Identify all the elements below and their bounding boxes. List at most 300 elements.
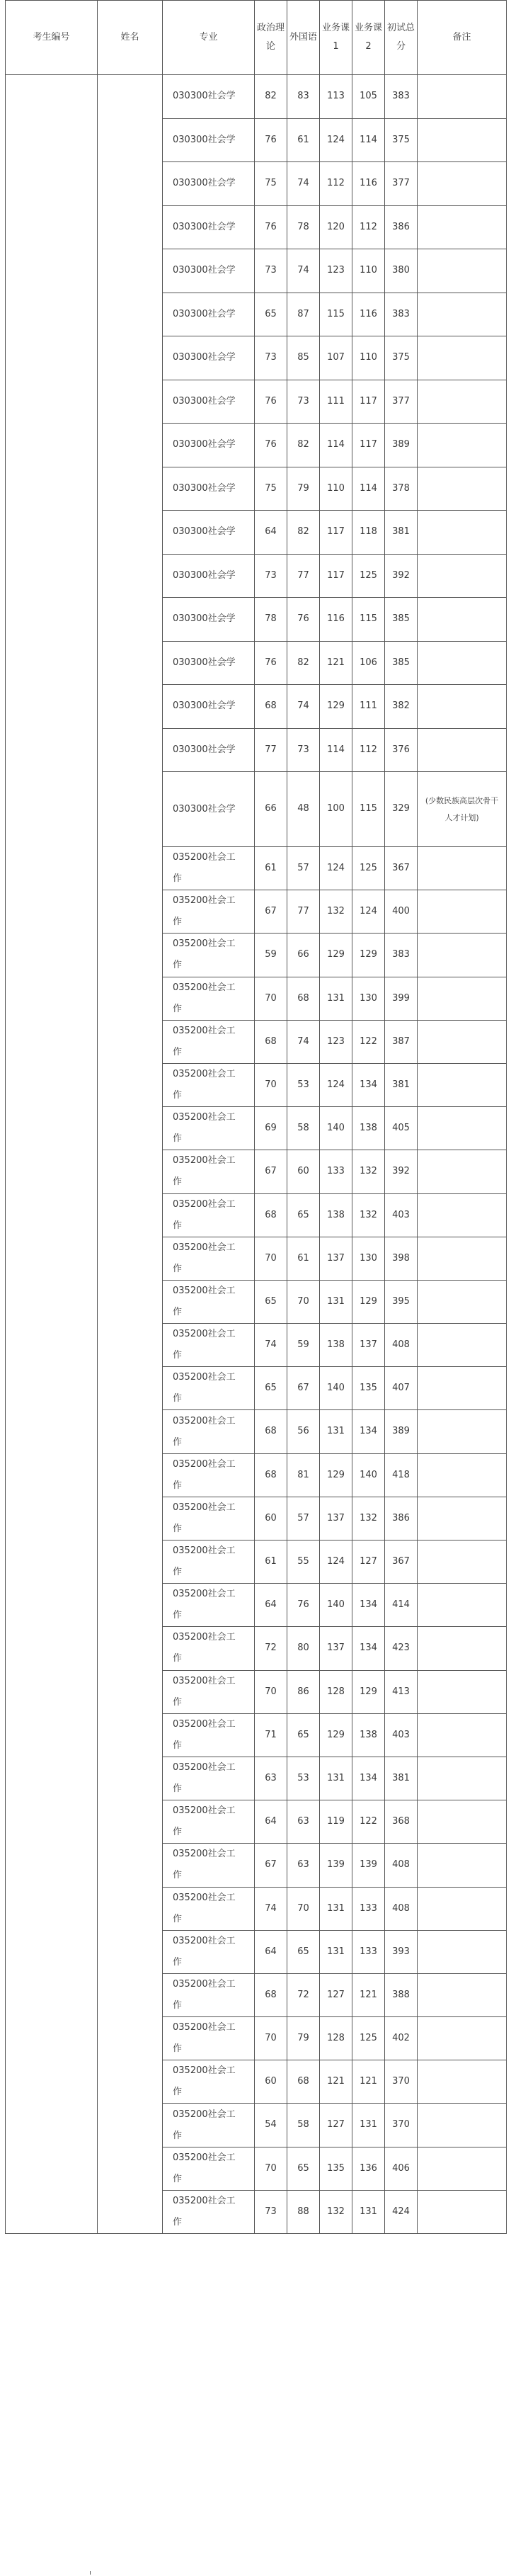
course2-cell: 121 (352, 2060, 385, 2104)
major-text: 035200社会工作 (173, 938, 236, 971)
course1-cell: 115 (320, 293, 352, 336)
major-cell (163, 1193, 255, 1237)
course2-cell: 134 (352, 1410, 385, 1453)
major-cell (163, 336, 255, 380)
total-cell: 370 (385, 2104, 418, 2147)
foreign-cell: 63 (287, 1844, 320, 1887)
course2-cell: 111 (352, 685, 385, 729)
note-cell (418, 1670, 507, 1713)
header-note: 备注 (418, 1, 507, 75)
major-cell (163, 467, 255, 511)
note-cell (418, 162, 507, 206)
politics-cell: 73 (255, 336, 287, 380)
course2-cell: 110 (352, 249, 385, 293)
major-cell (163, 1150, 255, 1193)
major-cell (163, 2147, 255, 2190)
course1-cell: 132 (320, 2190, 352, 2233)
foreign-cell: 61 (287, 1237, 320, 1280)
course2-cell: 134 (352, 1063, 385, 1106)
politics-cell: 63 (255, 1757, 287, 1800)
note-cell (418, 685, 507, 729)
major-cell (163, 1107, 255, 1150)
total-cell: 392 (385, 1150, 418, 1193)
total-cell: 386 (385, 205, 418, 249)
total-cell: 403 (385, 1713, 418, 1757)
politics-cell: 78 (255, 598, 287, 642)
note-cell (418, 2104, 507, 2147)
major-text: 030300社会学 (173, 569, 236, 581)
major-text: 035200社会工作 (173, 1372, 236, 1405)
major-text: 035200社会工作 (173, 1069, 236, 1101)
course1-cell: 135 (320, 2147, 352, 2190)
politics-cell: 68 (255, 1020, 287, 1063)
politics-cell: 61 (255, 847, 287, 890)
major-text: 035200社会工作 (173, 852, 236, 885)
note-cell (418, 249, 507, 293)
score-table (5, 0, 507, 2234)
course1-cell: 129 (320, 685, 352, 729)
header-politics: 政治理论 (255, 1, 287, 75)
foreign-cell: 83 (287, 75, 320, 119)
major-text: 035200社会工作 (173, 2109, 236, 2141)
course1-cell: 121 (320, 641, 352, 685)
politics-cell: 69 (255, 1107, 287, 1150)
major-text: 035200社会工作 (173, 895, 236, 928)
foreign-cell: 79 (287, 2017, 320, 2060)
major-cell (163, 162, 255, 206)
course1-cell: 140 (320, 1107, 352, 1150)
major-text: 035200社会工作 (173, 1805, 236, 1838)
total-cell: 418 (385, 1453, 418, 1497)
note-cell (418, 293, 507, 336)
politics-cell: 71 (255, 1713, 287, 1757)
major-cell (163, 934, 255, 977)
politics-cell: 77 (255, 728, 287, 772)
course2-cell: 132 (352, 1150, 385, 1193)
total-cell: 403 (385, 1193, 418, 1237)
major-text: 030300社会学 (173, 134, 236, 145)
course2-cell: 130 (352, 1237, 385, 1280)
major-cell (163, 118, 255, 162)
header-major: 专业 (163, 1, 255, 75)
major-cell (163, 1410, 255, 1453)
total-cell: 393 (385, 1930, 418, 1973)
course1-cell: 114 (320, 424, 352, 467)
course2-cell: 112 (352, 205, 385, 249)
foreign-cell: 60 (287, 1150, 320, 1193)
foreign-cell: 78 (287, 205, 320, 249)
course1-cell: 119 (320, 1800, 352, 1844)
note-cell (418, 1973, 507, 2016)
course1-cell: 116 (320, 598, 352, 642)
politics-cell: 73 (255, 249, 287, 293)
foreign-cell: 65 (287, 1930, 320, 1973)
course2-cell: 115 (352, 772, 385, 847)
politics-cell: 67 (255, 1844, 287, 1887)
major-cell (163, 890, 255, 934)
politics-cell: 65 (255, 293, 287, 336)
politics-cell: 68 (255, 1410, 287, 1453)
course2-cell: 133 (352, 1887, 385, 1930)
major-text: 035200社会工作 (173, 1458, 236, 1491)
note-cell (418, 424, 507, 467)
note-cell (418, 1020, 507, 1063)
note-cell (418, 1844, 507, 1887)
politics-cell: 76 (255, 641, 287, 685)
foreign-cell: 55 (287, 1541, 320, 1584)
foreign-cell: 80 (287, 1627, 320, 1670)
politics-cell: 64 (255, 1800, 287, 1844)
major-text: 035200社会工作 (173, 1415, 236, 1448)
total-cell: 406 (385, 2147, 418, 2190)
total-cell: 399 (385, 977, 418, 1020)
total-cell: 381 (385, 1757, 418, 1800)
major-cell (163, 641, 255, 685)
major-cell (163, 1020, 255, 1063)
note-cell (418, 1324, 507, 1367)
note-cell (418, 890, 507, 934)
total-cell: 395 (385, 1280, 418, 1323)
total-cell: 385 (385, 641, 418, 685)
politics-cell: 70 (255, 977, 287, 1020)
course2-cell: 112 (352, 728, 385, 772)
total-cell: 423 (385, 1627, 418, 1670)
politics-cell: 76 (255, 205, 287, 249)
course1-cell: 129 (320, 1713, 352, 1757)
note-cell (418, 2060, 507, 2104)
note-cell (418, 75, 507, 119)
note-cell (418, 1713, 507, 1757)
politics-cell: 68 (255, 1453, 287, 1497)
politics-cell: 61 (255, 1541, 287, 1584)
course2-cell: 134 (352, 1627, 385, 1670)
note-cell (418, 1410, 507, 1453)
foreign-cell: 77 (287, 554, 320, 598)
major-text: 035200社会工作 (173, 1502, 236, 1534)
total-cell: 398 (385, 1237, 418, 1280)
course1-cell: 127 (320, 2104, 352, 2147)
total-cell: 375 (385, 118, 418, 162)
major-text: 035200社会工作 (173, 2152, 236, 2184)
course2-cell: 132 (352, 1497, 385, 1540)
politics-cell: 72 (255, 1627, 287, 1670)
note-cell (418, 1887, 507, 1930)
total-cell: 367 (385, 847, 418, 890)
note-cell (418, 1800, 507, 1844)
note-cell (418, 336, 507, 380)
total-cell: 389 (385, 424, 418, 467)
major-cell (163, 1324, 255, 1367)
course1-cell: 138 (320, 1193, 352, 1237)
note-cell (418, 1237, 507, 1280)
politics-cell: 64 (255, 511, 287, 555)
course1-cell: 131 (320, 1887, 352, 1930)
major-cell (163, 1453, 255, 1497)
foreign-cell: 65 (287, 1193, 320, 1237)
note-cell (418, 1627, 507, 1670)
foreign-cell: 70 (287, 1887, 320, 1930)
course2-cell: 140 (352, 1453, 385, 1497)
course2-cell: 121 (352, 1973, 385, 2016)
major-text: 035200社会工作 (173, 1718, 236, 1751)
total-cell: 383 (385, 293, 418, 336)
course1-cell: 117 (320, 554, 352, 598)
course1-cell: 100 (320, 772, 352, 847)
politics-cell: 76 (255, 424, 287, 467)
note-cell (418, 205, 507, 249)
major-cell (163, 1280, 255, 1323)
course2-cell: 130 (352, 977, 385, 1020)
total-cell: 408 (385, 1324, 418, 1367)
major-cell (163, 2017, 255, 2060)
course1-cell: 140 (320, 1584, 352, 1627)
foreign-cell: 85 (287, 336, 320, 380)
total-cell: 370 (385, 2060, 418, 2104)
note-cell (418, 1107, 507, 1150)
politics-cell: 60 (255, 2060, 287, 2104)
major-cell (163, 293, 255, 336)
foreign-cell: 57 (287, 847, 320, 890)
course1-cell: 123 (320, 249, 352, 293)
foreign-cell: 82 (287, 424, 320, 467)
major-text: 030300社会学 (173, 744, 236, 755)
major-cell (163, 1627, 255, 1670)
course1-cell: 131 (320, 977, 352, 1020)
major-text: 035200社会工作 (173, 1935, 236, 1968)
major-cell (163, 249, 255, 293)
table-row (6, 75, 507, 119)
politics-cell: 60 (255, 1497, 287, 1540)
major-cell (163, 772, 255, 847)
major-text: 035200社会工作 (173, 1242, 236, 1274)
header-course2: 业务课2 (352, 1, 385, 75)
major-cell (163, 1541, 255, 1584)
note-cell (418, 1193, 507, 1237)
course1-cell: 114 (320, 728, 352, 772)
total-cell: 381 (385, 511, 418, 555)
id-cell (6, 75, 98, 2234)
major-text: 035200社会工作 (173, 1155, 236, 1188)
note-cell (418, 380, 507, 424)
politics-cell: 76 (255, 118, 287, 162)
major-text: 030300社会学 (173, 352, 236, 363)
note-cell (418, 1757, 507, 1800)
course1-cell: 112 (320, 162, 352, 206)
course2-cell: 134 (352, 1584, 385, 1627)
politics-cell: 70 (255, 2017, 287, 2060)
total-cell: 387 (385, 1020, 418, 1063)
foreign-cell: 68 (287, 2060, 320, 2104)
note-cell (418, 1453, 507, 1497)
course2-cell: 110 (352, 336, 385, 380)
major-text: 030300社会学 (173, 91, 236, 102)
major-text: 035200社会工作 (173, 1198, 236, 1231)
total-cell: 414 (385, 1584, 418, 1627)
note-cell (418, 1280, 507, 1323)
course1-cell: 123 (320, 1020, 352, 1063)
course2-cell: 137 (352, 1324, 385, 1367)
course1-cell: 131 (320, 1930, 352, 1973)
major-text: 035200社会工作 (173, 2022, 236, 2055)
total-cell: 385 (385, 598, 418, 642)
course2-cell: 116 (352, 293, 385, 336)
foreign-cell: 82 (287, 511, 320, 555)
major-text: 035200社会工作 (173, 2065, 236, 2098)
major-cell (163, 1844, 255, 1887)
course2-cell: 129 (352, 1280, 385, 1323)
total-cell: 405 (385, 1107, 418, 1150)
politics-cell: 68 (255, 1193, 287, 1237)
foreign-cell: 53 (287, 1063, 320, 1106)
total-cell: 375 (385, 336, 418, 380)
major-cell (163, 1757, 255, 1800)
politics-cell: 68 (255, 685, 287, 729)
foreign-cell: 77 (287, 890, 320, 934)
politics-cell: 76 (255, 380, 287, 424)
foreign-cell: 48 (287, 772, 320, 847)
course2-cell: 124 (352, 890, 385, 934)
politics-cell: 82 (255, 75, 287, 119)
foreign-cell: 76 (287, 1584, 320, 1627)
major-text: 035200社会工作 (173, 1025, 236, 1057)
major-cell (163, 511, 255, 555)
course1-cell: 113 (320, 75, 352, 119)
course2-cell: 133 (352, 1930, 385, 1973)
politics-cell: 74 (255, 1324, 287, 1367)
major-cell (163, 380, 255, 424)
total-cell: 378 (385, 467, 418, 511)
header-id: 考生编号 (6, 1, 98, 75)
politics-cell: 74 (255, 1887, 287, 1930)
politics-cell: 75 (255, 162, 287, 206)
course2-cell: 114 (352, 467, 385, 511)
total-cell: 383 (385, 75, 418, 119)
course1-cell: 132 (320, 890, 352, 934)
major-cell (163, 1713, 255, 1757)
total-cell: 377 (385, 162, 418, 206)
total-cell: 389 (385, 1410, 418, 1453)
note-cell: (少数民族高层次骨干人才计划) (418, 772, 507, 847)
major-cell (163, 685, 255, 729)
major-text: 030300社会学 (173, 265, 236, 276)
header-total: 初试总分 (385, 1, 418, 75)
foreign-cell: 87 (287, 293, 320, 336)
note-cell (418, 977, 507, 1020)
major-text: 035200社会工作 (173, 1632, 236, 1664)
note-cell (418, 598, 507, 642)
politics-cell: 68 (255, 1973, 287, 2016)
total-cell: 381 (385, 1063, 418, 1106)
total-cell: 407 (385, 1367, 418, 1410)
course2-cell: 114 (352, 118, 385, 162)
major-cell (163, 2060, 255, 2104)
course1-cell: 110 (320, 467, 352, 511)
politics-cell: 64 (255, 1930, 287, 1973)
total-cell: 413 (385, 1670, 418, 1713)
course2-cell: 125 (352, 2017, 385, 2060)
total-cell: 382 (385, 685, 418, 729)
foreign-cell: 82 (287, 641, 320, 685)
course2-cell: 127 (352, 1541, 385, 1584)
total-cell: 329 (385, 772, 418, 847)
major-text: 030300社会学 (173, 700, 236, 712)
total-cell: 377 (385, 380, 418, 424)
major-cell (163, 1973, 255, 2016)
course2-cell: 117 (352, 380, 385, 424)
course1-cell: 137 (320, 1497, 352, 1540)
foreign-cell: 74 (287, 162, 320, 206)
foreign-cell: 66 (287, 934, 320, 977)
major-cell (163, 1497, 255, 1540)
total-cell: 388 (385, 1973, 418, 2016)
politics-cell: 70 (255, 1670, 287, 1713)
table-body (6, 75, 507, 2234)
major-cell (163, 1063, 255, 1106)
course2-cell: 122 (352, 1020, 385, 1063)
foreign-cell: 79 (287, 467, 320, 511)
foreign-cell: 72 (287, 1973, 320, 2016)
total-cell: 380 (385, 249, 418, 293)
course2-cell: 116 (352, 162, 385, 206)
course1-cell: 133 (320, 1150, 352, 1193)
course2-cell: 106 (352, 641, 385, 685)
major-text: 030300社会学 (173, 613, 236, 625)
course2-cell: 115 (352, 598, 385, 642)
major-cell (163, 1800, 255, 1844)
politics-cell: 67 (255, 890, 287, 934)
course1-cell: 121 (320, 2060, 352, 2104)
politics-cell: 70 (255, 1237, 287, 1280)
course1-cell: 107 (320, 336, 352, 380)
foreign-cell: 58 (287, 2104, 320, 2147)
total-cell: 402 (385, 2017, 418, 2060)
politics-cell: 70 (255, 2147, 287, 2190)
course1-cell: 140 (320, 1367, 352, 1410)
politics-cell: 73 (255, 2190, 287, 2233)
course1-cell: 131 (320, 1757, 352, 1800)
politics-cell: 75 (255, 467, 287, 511)
major-cell (163, 2190, 255, 2233)
total-cell: 408 (385, 1844, 418, 1887)
note-cell (418, 2017, 507, 2060)
major-cell (163, 1237, 255, 1280)
course2-cell: 129 (352, 934, 385, 977)
course2-cell: 117 (352, 424, 385, 467)
major-text: 035200社会工作 (173, 1675, 236, 1708)
course2-cell: 134 (352, 1757, 385, 1800)
course2-cell: 118 (352, 511, 385, 555)
total-cell: 383 (385, 934, 418, 977)
politics-cell: 59 (255, 934, 287, 977)
major-cell (163, 847, 255, 890)
major-text: 035200社会工作 (173, 1329, 236, 1361)
foreign-cell: 76 (287, 598, 320, 642)
foreign-cell: 65 (287, 1713, 320, 1757)
course1-cell: 129 (320, 1453, 352, 1497)
foreign-cell: 73 (287, 728, 320, 772)
course2-cell: 105 (352, 75, 385, 119)
foreign-cell: 61 (287, 118, 320, 162)
major-text: 035200社会工作 (173, 1545, 236, 1578)
total-cell: 376 (385, 728, 418, 772)
course1-cell: 124 (320, 1541, 352, 1584)
note-cell (418, 1150, 507, 1193)
politics-cell: 67 (255, 1150, 287, 1193)
course1-cell: 117 (320, 511, 352, 555)
total-cell: 368 (385, 1800, 418, 1844)
header-name: 姓名 (98, 1, 163, 75)
major-cell (163, 1887, 255, 1930)
